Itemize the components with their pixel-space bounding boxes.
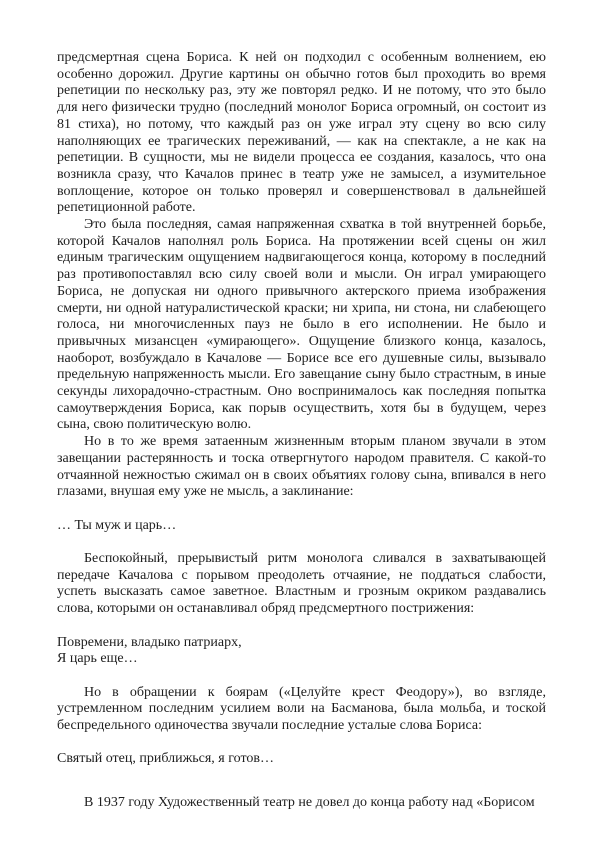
paragraph: Но в обращении к боярам («Целуйте крест Феодору»), во взгляде, устремленном последним усилием воли на Басманова, была мольба, и тоской беспредельного одиночества звучали последние усталые слова Бориса: xyxy=(57,684,546,734)
verse-quote-single: Святый отец, приближься, я готов… xyxy=(57,751,274,767)
verse-line: Повремени, владыко патриарх, xyxy=(57,634,242,650)
verse-quote-single: … Ты муж и царь… xyxy=(57,517,177,533)
paragraph: Беспокойный, прерывистый ритм монолога сливался в захватывающей передаче Качалова с порывом преодолеть отчаяние, не поддаться слабости, успеть высказать самое заветное. Властным и грозным окриком раздавались слова, которыми он останавливал обряд предсмертного пострижения: xyxy=(57,551,546,617)
paragraph-continuation: предсмертная сцена Бориса. К ней он подходил с особенным волнением, ею особенно дорожил. Другие картины он обычно готов был проходить во время репетиции по нескольку раз, эту же повторял редко. И не потому, что это было для него физически трудно (последний монолог Бориса огромный, он состоит из 81 стиха), но потому, что каждый раз он уже играл эту сцену во всю силу наполняющих ее трагических переживаний, — как на спектакле, а не как на репетиции. В сущности, мы не видели процесса ее создания, казалось, что она возникла сразу, что Качалов принес в театр уже не замысел, а изумительное воплощение, которое он только проверял и совершенствовал в дальнейшей репетиционной работе. xyxy=(57,50,546,216)
verse-line: Я царь еще… xyxy=(57,651,138,667)
paragraph-final: В 1937 году Художественный театр не довел до конца работу над «Борисом xyxy=(84,795,535,811)
document-page xyxy=(57,50,546,812)
paragraph: Но в то же время затаенным жизненным вторым планом звучали в этом завещании растерянность и тоска отвергнутого народом правителя. С какой-то отчаянной нежностью сжимал он в своих объятиях голову сына, впивался в него глазами, внушая ему уже не мысль, а заклинание: xyxy=(57,434,546,500)
paragraph: Это была последняя, самая напряженная схватка в той внутренней борьбе, которой Качалов наполнял роль Бориса. На протяжении всей сцены он жил единым трагическим ощущением надвигающегося конца, которому в последний раз противопоставлял всю силу своей воли и мысли. Он играл умирающего Бориса, не допуская ни одного привычного актерского приема изображения смерти, ни одной натуралистической краски; ни хрипа, ни стона, ни слабеющего голоса, ни многочисленных пауз не было в его исполнении. Не было и привычных мизансцен «умирающего». Ощущение близкого конца, казалось, наоборот, возбуждало в Качалове — Борисе все его душевные силы, вызывало предельную напряженность мысли. Его завещание сыну было страстным, в иные секунды лихорадочно-страстным. Оно воспринималось как последняя попытка самоутверждения Бориса, как порыв осуществить, хотя бы в будущем, через сына, свою политическую волю. xyxy=(57,217,546,433)
verse-quote-block xyxy=(57,635,546,668)
